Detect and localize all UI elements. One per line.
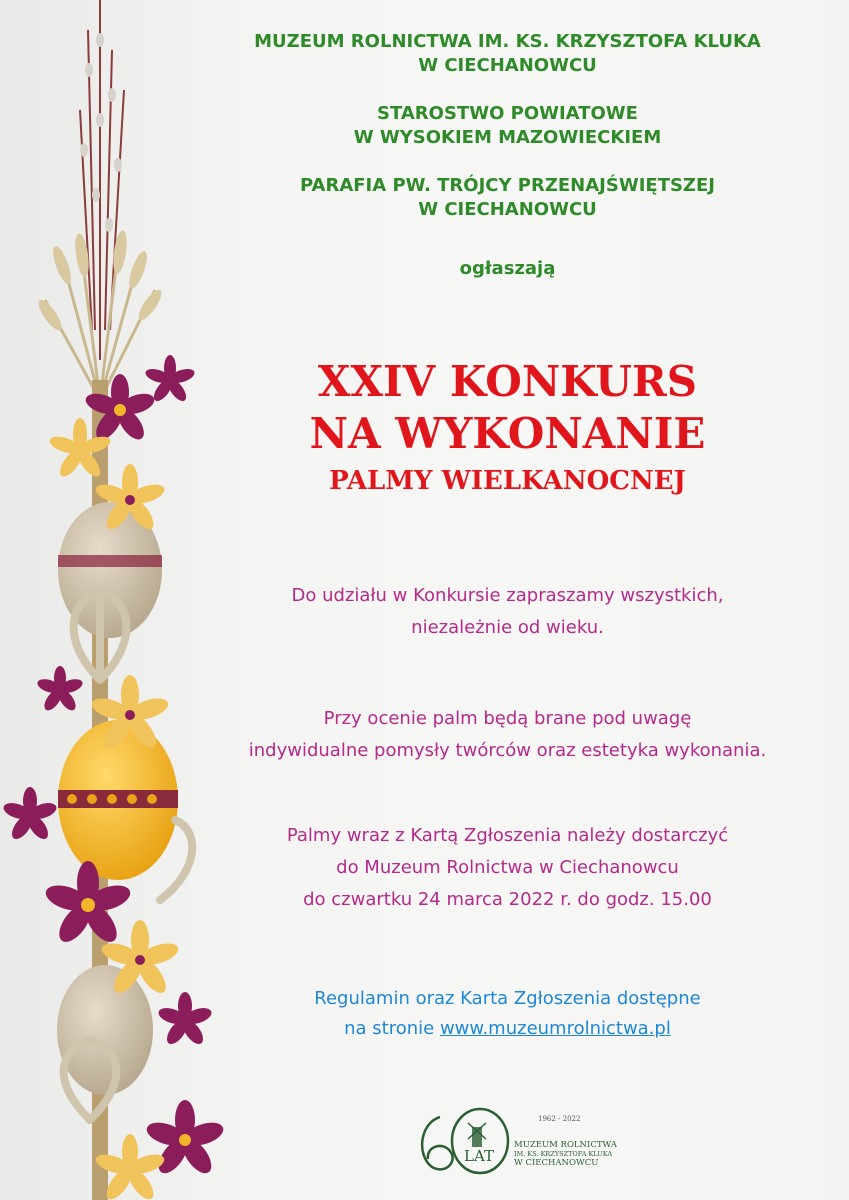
title-line3: PALMY WIELKANOCNEJ xyxy=(329,466,686,496)
organizer-parish-line1: PARAFIA PW. TRÓJCY PRZENAJŚWIĘTSZEJ xyxy=(300,175,715,196)
organizer-starostwo-line2: W WYSOKIEM MAZOWIECKIEM xyxy=(353,127,662,148)
invitation-line2: niezależnie od wieku. xyxy=(411,617,604,638)
museum-60-logo xyxy=(410,1105,617,1177)
rules-info xyxy=(200,984,815,1044)
rules-line2-prefix: na stronie xyxy=(344,1018,440,1039)
criteria-paragraph xyxy=(200,703,815,767)
logo-name-line3: W CIECHANOWCU xyxy=(514,1158,599,1168)
logo-years: 1962 - 2022 xyxy=(538,1115,581,1123)
organizer-parish-line2: W CIECHANOWCU xyxy=(418,199,597,220)
announce-text: ogłaszają xyxy=(459,258,556,279)
organizer-museum xyxy=(200,30,815,78)
title-line1: XXIV KONKURS xyxy=(317,357,698,406)
invitation-paragraph xyxy=(200,580,815,644)
website-link[interactable]: www.muzeumrolnictwa.pl xyxy=(439,1018,671,1039)
organizers xyxy=(200,30,815,246)
logo-museum-name xyxy=(514,1141,617,1168)
delivery-paragraph xyxy=(200,820,815,916)
criteria-line2: indywidualne pomysły twórców oraz estetyka wykonania. xyxy=(248,740,767,761)
title-line2: NA WYKONANIE xyxy=(309,409,706,458)
logo-name-line2: IM. KS. KRZYSZTOFA KLUKA xyxy=(514,1150,613,1158)
organizer-parish xyxy=(200,174,815,222)
criteria-line1: Przy ocenie palm będą brane pod uwagę xyxy=(323,708,692,729)
sixty-years-emblem xyxy=(410,1105,520,1177)
logo-name-line1: MUZEUM ROLNICTWA xyxy=(514,1140,617,1150)
organizer-starostwo xyxy=(200,102,815,150)
organizer-museum-line1: MUZEUM ROLNICTWA IM. KS. KRZYSZTOFA KLUKA xyxy=(254,31,761,52)
organizer-starostwo-line1: STAROSTWO POWIATOWE xyxy=(377,103,638,124)
contest-title xyxy=(200,356,815,498)
delivery-line1: Palmy wraz z Kartą Zgłoszenia należy dostarczyć xyxy=(286,825,729,846)
delivery-line3: do czwartku 24 marca 2022 r. do godz. 15.00 xyxy=(303,889,712,910)
rules-line1: Regulamin oraz Karta Zgłoszenia dostępne xyxy=(314,988,701,1009)
rules-line2 xyxy=(200,1014,815,1044)
easter-palm-illustration xyxy=(0,0,230,1200)
invitation-line1: Do udziału w Konkursie zapraszamy wszystkich, xyxy=(291,585,724,606)
logo-lat: LAT xyxy=(464,1147,494,1165)
organizer-museum-line2: W CIECHANOWCU xyxy=(418,55,597,76)
delivery-line2: do Muzeum Rolnictwa w Ciechanowcu xyxy=(336,857,679,878)
